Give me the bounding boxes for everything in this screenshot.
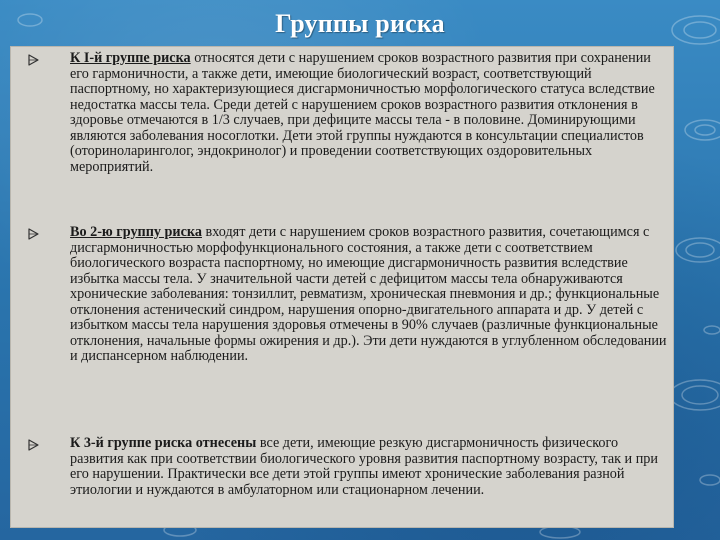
- bullet-lead: К I-й группе риска: [70, 50, 191, 66]
- bullet-lead: Во 2-ю группу риска: [70, 224, 202, 240]
- arrow-bullet-icon: [28, 228, 39, 240]
- slide-content-panel: [10, 46, 674, 528]
- arrow-bullet-icon: [28, 439, 39, 451]
- bullet-text: [70, 225, 670, 365]
- bullet-text: [70, 51, 670, 175]
- bullet-lead: К 3-й группе риска отнесены: [70, 435, 257, 451]
- bullet-text: [70, 436, 670, 498]
- bullet-body: все дети, имеющие резкую дисгармоничность физического развития как при соответствии биологического уровня развития паспортному возрасту, так и при его нарушении. Практически все дети этой группы имеют хронические заболевания разной этиологии и нуждаются в амбулаторном или стационарном лечении.: [70, 435, 658, 498]
- bullet-body: относятся дети с нарушением сроков возрастного развития при сохранении его гармоничности, а также дети, имеющие биологический возраст, соответствующий паспортному, но характеризующиеся дисгармоничностью морфологического статуса вследствие недостатка массы тела. Среди детей с нарушением сроков возрастного развития отклонения в здоровье отмечаются в 1/3 случаев, при дефиците массы тела - в половине. Доминирующими являются заболевания носоглотки. Дети этой группы нуждаются в консультации специалистов (оториноларинголог, эндокринолог) и проведении соответствующих оздоровительных мероприятий.: [70, 50, 655, 175]
- slide-title: Группы риска: [275, 9, 445, 38]
- arrow-bullet-icon: [28, 54, 39, 66]
- bullet-body: входят дети с нарушением сроков возрастного развития, сочетающимся с дисгармоничностью морфофункционального состояния, а также дети с соответствием биологического возраста паспортному, но имеющие дисгармоничность развития вследствие избытка массы тела. У значительной части детей с дефицитом массы тела обнаруживаются хронические заболевания: тонзиллит, ревматизм, хроническая пневмония и др.; функциональные отклонения астенический синдром, нарушения опорно-двигательного аппарата и др. У детей с избытком массы тела нарушения здоровья отмечены в 90% случаев (различные функциональные отклонения, начальные формы ожирения и др.). Эти дети нуждаются в углубленном обследовании и диспансерном наблюдении.: [70, 224, 667, 364]
